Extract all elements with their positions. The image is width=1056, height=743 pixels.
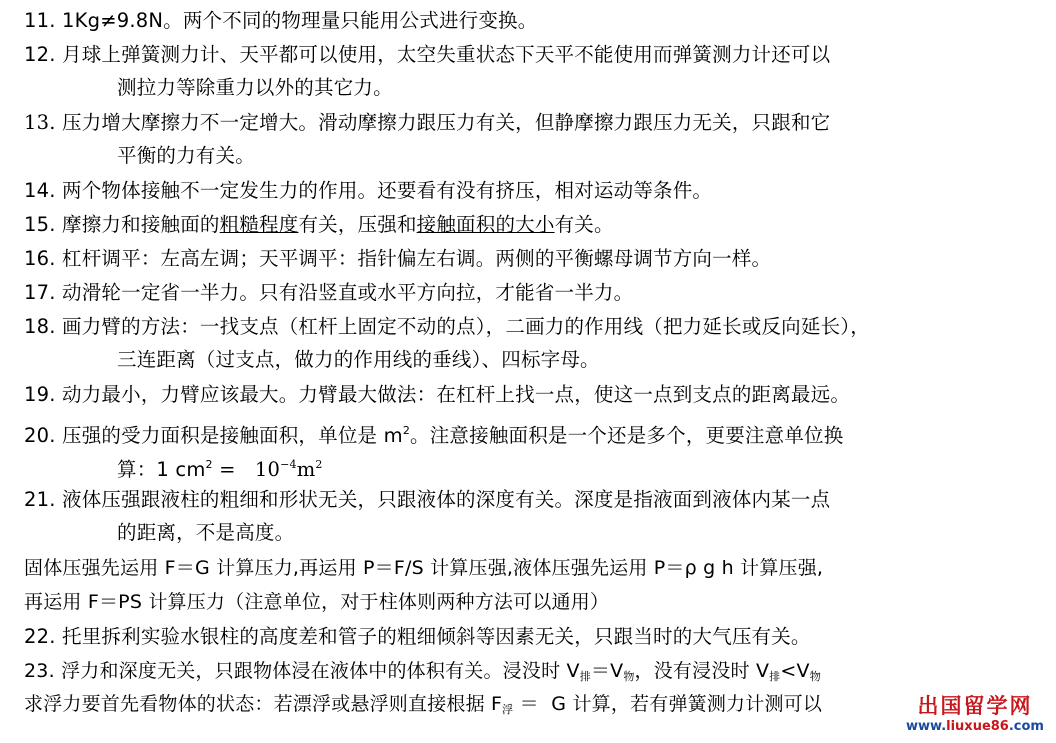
subscript: 物 (809, 670, 821, 683)
item-text: ，没有浸没时 V (634, 660, 770, 682)
item-18 (24, 314, 870, 340)
subscript: 物 (623, 670, 635, 683)
item-number: 12. (24, 43, 56, 66)
paragraph-buoyancy (24, 691, 822, 723)
item-text: 有关，压强和 (298, 213, 417, 236)
item-number: 20. (24, 424, 56, 447)
item-20-continuation (117, 452, 323, 483)
item-text: <V (780, 660, 810, 682)
item-statement: 动力最小，力臂应该最大。力臂最大做法：在杠杆上找一点，使这一点到支点的距离最远。 (62, 383, 851, 406)
item-number: 23. (24, 660, 55, 682)
item-note: 平衡的力有关。 (117, 144, 255, 167)
subscript: 浮 (502, 703, 514, 716)
item-number: 17. (24, 281, 56, 304)
item-14 (24, 178, 712, 204)
item-22 (24, 624, 811, 650)
item-statement: 液体压强跟液柱的粗细和形状无关，只跟液体的深度有关。深度是指液面到液体内某一点 (62, 488, 831, 511)
superscript: −4 (280, 458, 297, 471)
watermark-url-domain: liuxue86 (946, 719, 1009, 734)
item-number: 13. (24, 111, 56, 134)
item-statement: 的距离，不是高度。 (117, 521, 295, 544)
item-15 (24, 212, 614, 238)
subscript: 排 (769, 670, 781, 683)
item-statement: 1Kg≠9.8N。 (62, 9, 183, 32)
item-text: 有关。 (554, 213, 614, 236)
item-number: 21. (24, 488, 56, 511)
item-18-continuation (117, 347, 600, 373)
formula-text: 算：1 cm (117, 458, 206, 481)
item-statement: 三连距离（过支点，做力的作用线的垂线）、四标字母。 (117, 348, 600, 371)
paragraph-text: 求浮力要首先看物体的状态：若漂浮或悬浮则直接根据 F (24, 693, 503, 715)
item-statement: 动滑轮一定省一半力。只有沿竖直或水平方向拉，才能省一半力。 (62, 281, 634, 304)
item-12-continuation (117, 75, 393, 101)
item-13 (24, 110, 830, 136)
item-16 (24, 246, 771, 272)
item-number: 14. (24, 179, 56, 202)
paragraph-pressure-2 (24, 589, 609, 615)
item-statement: 测拉力等除重力以外的其它力。 (117, 76, 393, 99)
item-23 (24, 658, 821, 690)
item-text: ＝V (590, 660, 624, 682)
item-number: 19. (24, 383, 56, 406)
item-statement: 两个物体接触不一定发生力的作用。 (62, 179, 378, 202)
item-number: 22. (24, 625, 56, 648)
item-number: 11. (24, 9, 56, 32)
item-text: 压强的受力面积是接触面积，单位是 m (62, 424, 403, 447)
item-statement: 月球上弹簧测力计、天平都可以使用，太空失重状态下天平不能使用而弹簧测力计还可以 (62, 43, 831, 66)
item-statement: 托里拆利实验水银柱的高度差和管子的粗细倾斜等因素无关，只跟当时的大气压有关。 (62, 625, 811, 648)
item-11 (24, 8, 537, 34)
watermark-url-prefix: www. (906, 719, 947, 734)
item-number: 18. (24, 315, 56, 338)
paragraph-text: 再运用 F＝PS 计算压力（注意单位，对于柱体则两种方法可以通用） (24, 591, 610, 613)
item-21-continuation (117, 520, 294, 546)
item-19 (24, 382, 850, 408)
item-text: 浮力和深度无关，只跟物体浸在液体中的体积有关。浸没时 V (61, 660, 580, 682)
item-20 (24, 418, 843, 449)
superscript: 2 (402, 424, 411, 437)
underlined-term: 粗糙程度 (219, 213, 299, 236)
item-13-continuation (117, 143, 255, 169)
paragraph-text: 固体压强先运用 F＝G 计算压力,再运用 P＝F/S 计算压强,液体压强先运用 P＝ρ g h 计算压强, (24, 557, 824, 579)
item-21 (24, 487, 830, 513)
underlined-term: 接触面积的大小 (416, 213, 555, 236)
subscript: 排 (579, 670, 591, 683)
item-note: 两个不同的物理量只能用公式进行变换。 (182, 9, 538, 32)
item-12 (24, 42, 830, 68)
formula-text: = 10 (212, 458, 281, 481)
item-number: 16. (24, 247, 56, 270)
paragraph-pressure-1 (24, 555, 823, 581)
site-watermark (900, 693, 1050, 739)
item-statement: 画力臂的方法：一找支点（杠杆上固定不动的点），二画力的作用线（把力延长或反向延长）， (62, 315, 870, 338)
item-17 (24, 280, 633, 306)
item-statement: 杠杆调平：左高左调；天平调平：指针偏左右调。两侧的平衡螺母调节方向一样。 (62, 247, 772, 270)
item-number: 15. (24, 213, 56, 236)
item-statement: 压力增大摩擦力不一定增大。 (62, 111, 319, 134)
watermark-title: 出国留学网 (917, 694, 1033, 718)
item-note: 滑动摩擦力跟压力有关，但静摩擦力跟压力无关，只跟和它 (318, 111, 831, 134)
paragraph-text: ＝ G 计算，若有弹簧测力计测可以 (513, 693, 823, 715)
formula-text: m (296, 458, 316, 481)
superscript: 2 (205, 458, 213, 471)
item-note: 还要看有没有挤压，相对运动等条件。 (377, 179, 713, 202)
superscript: 2 (315, 458, 323, 471)
watermark-url-suffix: .com (1008, 719, 1044, 734)
item-text: 。注意接触面积是一个还是多个，更要注意单位换 (410, 424, 844, 447)
item-text: 摩擦力和接触面的 (62, 213, 220, 236)
watermark-url (900, 719, 1050, 735)
